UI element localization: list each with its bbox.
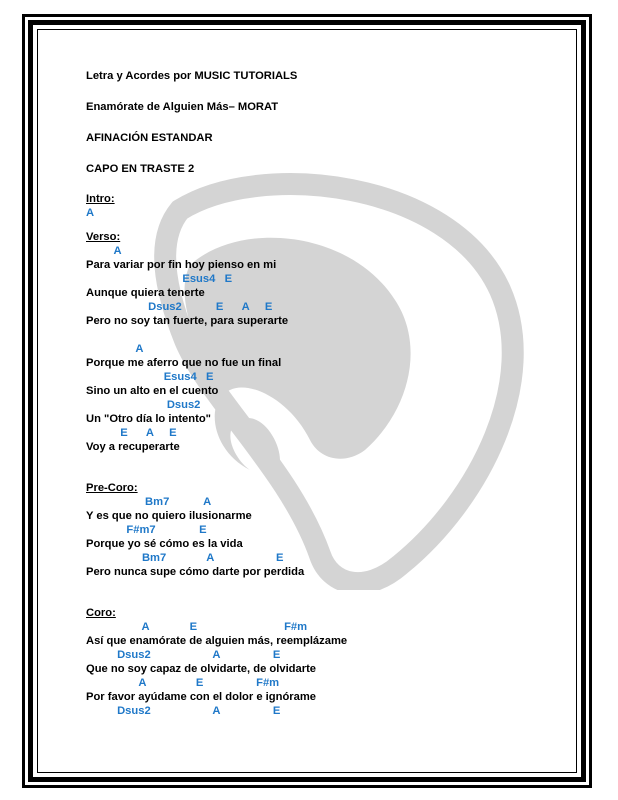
lyric-line: Aunque quiera tenerte [86,287,205,299]
chord-line: Bm7 A E [86,552,284,564]
coro-heading: Coro: [86,607,116,619]
tuning-line: AFINACIÓN ESTANDAR [86,132,213,144]
chord-line: Dsus2 [86,399,201,411]
lyric-line: Así que enamórate de alguien más, reemplázame [86,635,348,647]
lyric-line: Pero no soy tan fuerte, para superarte [86,315,289,327]
precoro-heading: Pre-Coro: [86,482,138,494]
lyric-line: Un "Otro día lo intento" [86,413,211,425]
chord-line: Bm7 A [86,496,212,508]
lyric-line: Y es que no quiero ilusionarme [86,510,252,522]
lyric-line: Porque yo sé cómo es la vida [86,538,243,550]
chord-line: Esus4 E [86,371,214,383]
lyric-line: Por favor ayúdame con el dolor e ignórame [86,691,317,703]
intro-chords: A [86,207,95,219]
lyric-line: Para variar por fin hoy pienso en mi [86,259,277,271]
chord-line: Dsus2 A E [86,705,281,717]
capo-line: CAPO EN TRASTE 2 [86,163,195,175]
chord-line: A E F#m [86,677,280,689]
chord-line: F#m7 E [86,524,207,536]
lyric-line: Voy a recuperarte [86,441,180,453]
lyric-line: Porque me aferro que no fue un final [86,357,282,369]
credit-line: Letra y Acordes por MUSIC TUTORIALS [86,70,298,82]
lyric-line: Sino un alto en el cuento [86,385,219,397]
chord-line: A [86,245,122,257]
chord-line: E A E [86,427,177,439]
verso-heading: Verso: [86,231,121,243]
lyric-line: Que no soy capaz de olvidarte, de olvidarte [86,663,317,675]
chord-line: Dsus2 A E [86,649,281,661]
chord-line: A [86,343,144,355]
lyric-line: Pero nunca supe cómo darte por perdida [86,566,305,578]
chord-line: A E F#m [86,621,308,633]
song-title: Enamórate de Alguien Más– MORAT [86,101,279,113]
intro-heading: Intro: [86,193,115,205]
chord-line: Esus4 E [86,273,233,285]
chord-line: Dsus2 E A E [86,301,273,313]
